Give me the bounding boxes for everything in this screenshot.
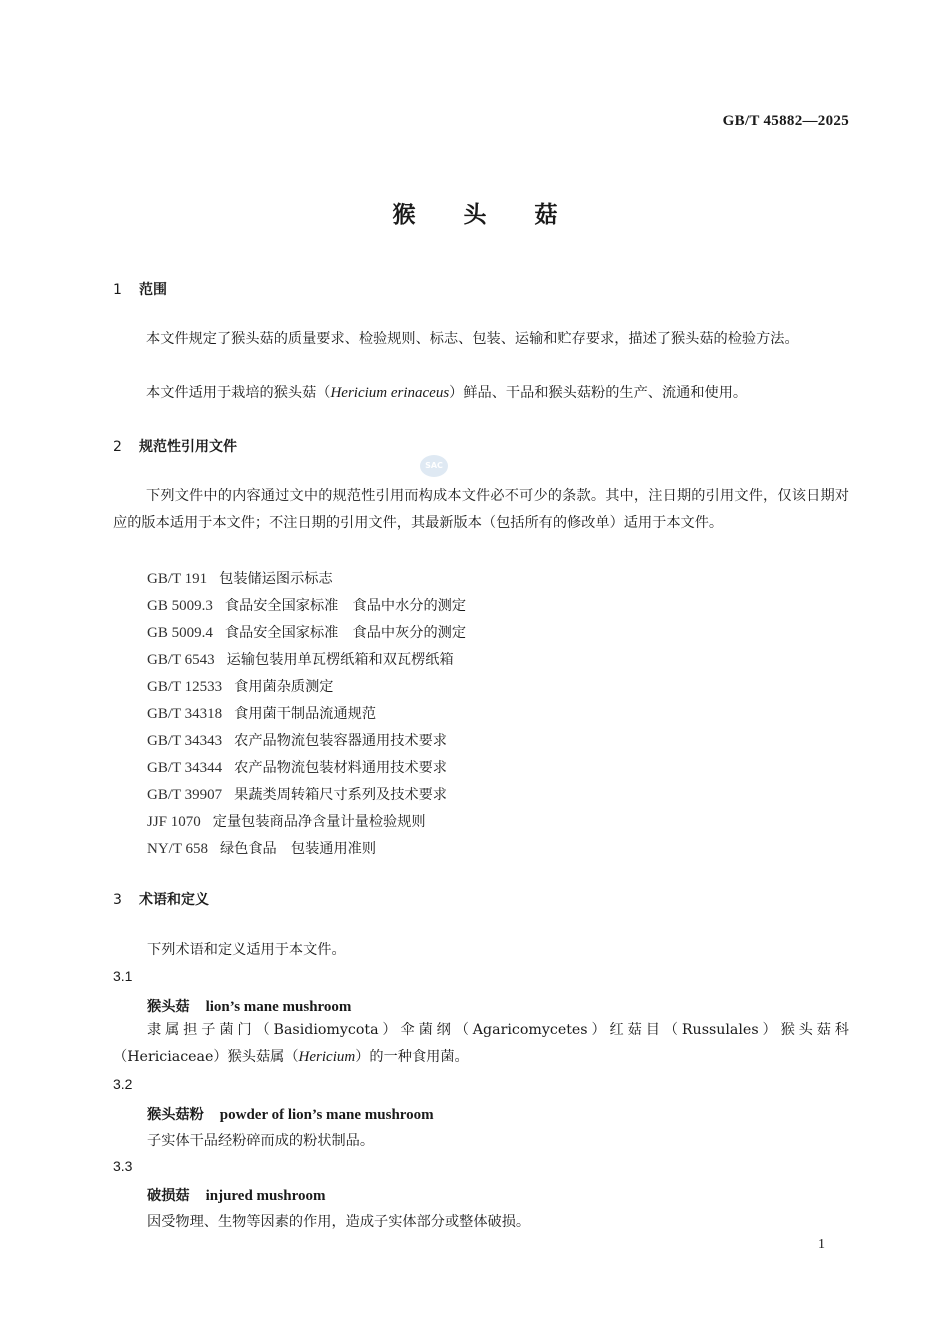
- reference-code: GB 5009.3: [147, 598, 213, 614]
- reference-item: [147, 784, 447, 804]
- reference-item: [147, 649, 454, 669]
- term-3-2: [147, 1104, 434, 1124]
- reference-code: GB/T 191: [147, 571, 208, 587]
- reference-code: GB/T 6543: [147, 652, 215, 668]
- reference-code: GB/T 34344: [147, 760, 223, 776]
- reference-title: 食用菌干制品流通规范: [234, 706, 377, 722]
- clause-number-3-3: 3.3: [113, 1158, 133, 1174]
- scope-paragraph-2: [113, 380, 849, 407]
- reference-code: GB/T 39907: [147, 787, 223, 803]
- reference-title: 果蔬类周转箱尺寸系列及技术要求: [234, 787, 447, 803]
- section-number: 1: [113, 282, 122, 298]
- term-3-3: [147, 1185, 325, 1205]
- reference-item: [147, 703, 376, 723]
- scope-text-1: 本文件规定了猴头菇的质量要求、检验规则、标志、包装、运输和贮存要求，描述了猴头菇的检验方法。: [146, 331, 799, 347]
- term-zh: 猴头菇: [147, 999, 190, 1015]
- scope-text-2a: 本文件适用于栽培的猴头菇（: [146, 385, 331, 401]
- section-3-heading: [113, 889, 209, 909]
- clause-number-3-2: 3.2: [113, 1076, 133, 1092]
- document-title: 猴头菇: [392, 202, 606, 228]
- reference-code: NY/T 658: [147, 841, 208, 857]
- section-2-heading: [113, 436, 237, 456]
- standard-number: GB/T 45882—2025: [722, 113, 849, 129]
- reference-item: [147, 595, 466, 615]
- definition-text-b: ）的一种食用菌。: [355, 1049, 469, 1065]
- reference-code: GB/T 12533: [147, 679, 223, 695]
- reference-code: GB/T 34343: [147, 733, 223, 749]
- reference-item: [147, 622, 466, 642]
- definition-text-a: 隶属担子菌门（Basidiomycota）伞菌纲（Agaricomycetes）红菇目（Russulales）猴头菇科（Hericiaceae）猴头菇属（: [113, 1022, 849, 1065]
- scope-paragraph-1: [113, 326, 849, 353]
- reference-item: [147, 757, 447, 777]
- reference-title: 农产品物流包装材料通用技术要求: [234, 760, 447, 776]
- reference-code: GB 5009.4: [147, 625, 213, 641]
- section-title: 范围: [139, 282, 167, 298]
- reference-title: 绿色食品 包装通用准则: [219, 841, 377, 857]
- references-intro-text: 下列文件中的内容通过文中的规范性引用而构成本文件必不可少的条款。其中，注日期的引用文件，仅该日期对应的版本适用于本文件；不注日期的引用文件，其最新版本（包括所有的修改单）适用于本文件。: [113, 488, 849, 531]
- reference-item: [147, 811, 426, 831]
- section-title: 术语和定义: [139, 892, 209, 908]
- reference-item: [147, 676, 333, 696]
- reference-title: 食品安全国家标准 食品中灰分的测定: [224, 625, 467, 641]
- section-number: 2: [113, 439, 122, 455]
- definition-3-1: [113, 1017, 849, 1071]
- terms-intro: 下列术语和定义适用于本文件。: [147, 942, 346, 958]
- scope-text-2b: ）鲜品、干品和猴头菇粉的生产、流通和使用。: [449, 385, 748, 401]
- reference-title: 农产品物流包装容器通用技术要求: [234, 733, 447, 749]
- reference-item: [147, 838, 376, 858]
- term-3-1: [147, 996, 351, 1016]
- reference-title: 食用菌杂质测定: [234, 679, 334, 695]
- term-en: injured mushroom: [205, 1188, 326, 1204]
- reference-code: GB/T 34318: [147, 706, 223, 722]
- reference-title: 定量包装商品净含量计量检验规则: [212, 814, 426, 830]
- term-zh: 破损菇: [147, 1188, 190, 1204]
- definition-latin: Hericium: [298, 1049, 356, 1065]
- term-en: powder of lion’s mane mushroom: [219, 1107, 434, 1123]
- scope-latin-name: Hericium erinaceus: [330, 385, 450, 401]
- reference-title: 包装储运图示标志: [219, 571, 333, 587]
- section-1-heading: [113, 279, 167, 299]
- definition-3-3: 因受物理、生物等因素的作用，造成子实体部分或整体破损。: [147, 1214, 531, 1230]
- clause-number-3-1: 3.1: [113, 968, 133, 984]
- reference-title: 食品安全国家标准 食品中水分的测定: [224, 598, 467, 614]
- term-en: lion’s mane mushroom: [205, 999, 352, 1015]
- reference-item: [147, 568, 333, 588]
- section-title: 规范性引用文件: [139, 439, 237, 455]
- definition-3-2: 子实体干品经粉碎而成的粉状制品。: [147, 1133, 375, 1149]
- reference-item: [147, 730, 447, 750]
- reference-code: JJF 1070: [147, 814, 201, 830]
- section-number: 3: [113, 892, 122, 908]
- page-number: 1: [818, 1237, 825, 1252]
- term-zh: 猴头菇粉: [147, 1107, 204, 1123]
- reference-title: 运输包装用单瓦楞纸箱和双瓦楞纸箱: [226, 652, 454, 668]
- sac-watermark-logo: SAC: [420, 455, 448, 477]
- references-intro: [113, 483, 849, 537]
